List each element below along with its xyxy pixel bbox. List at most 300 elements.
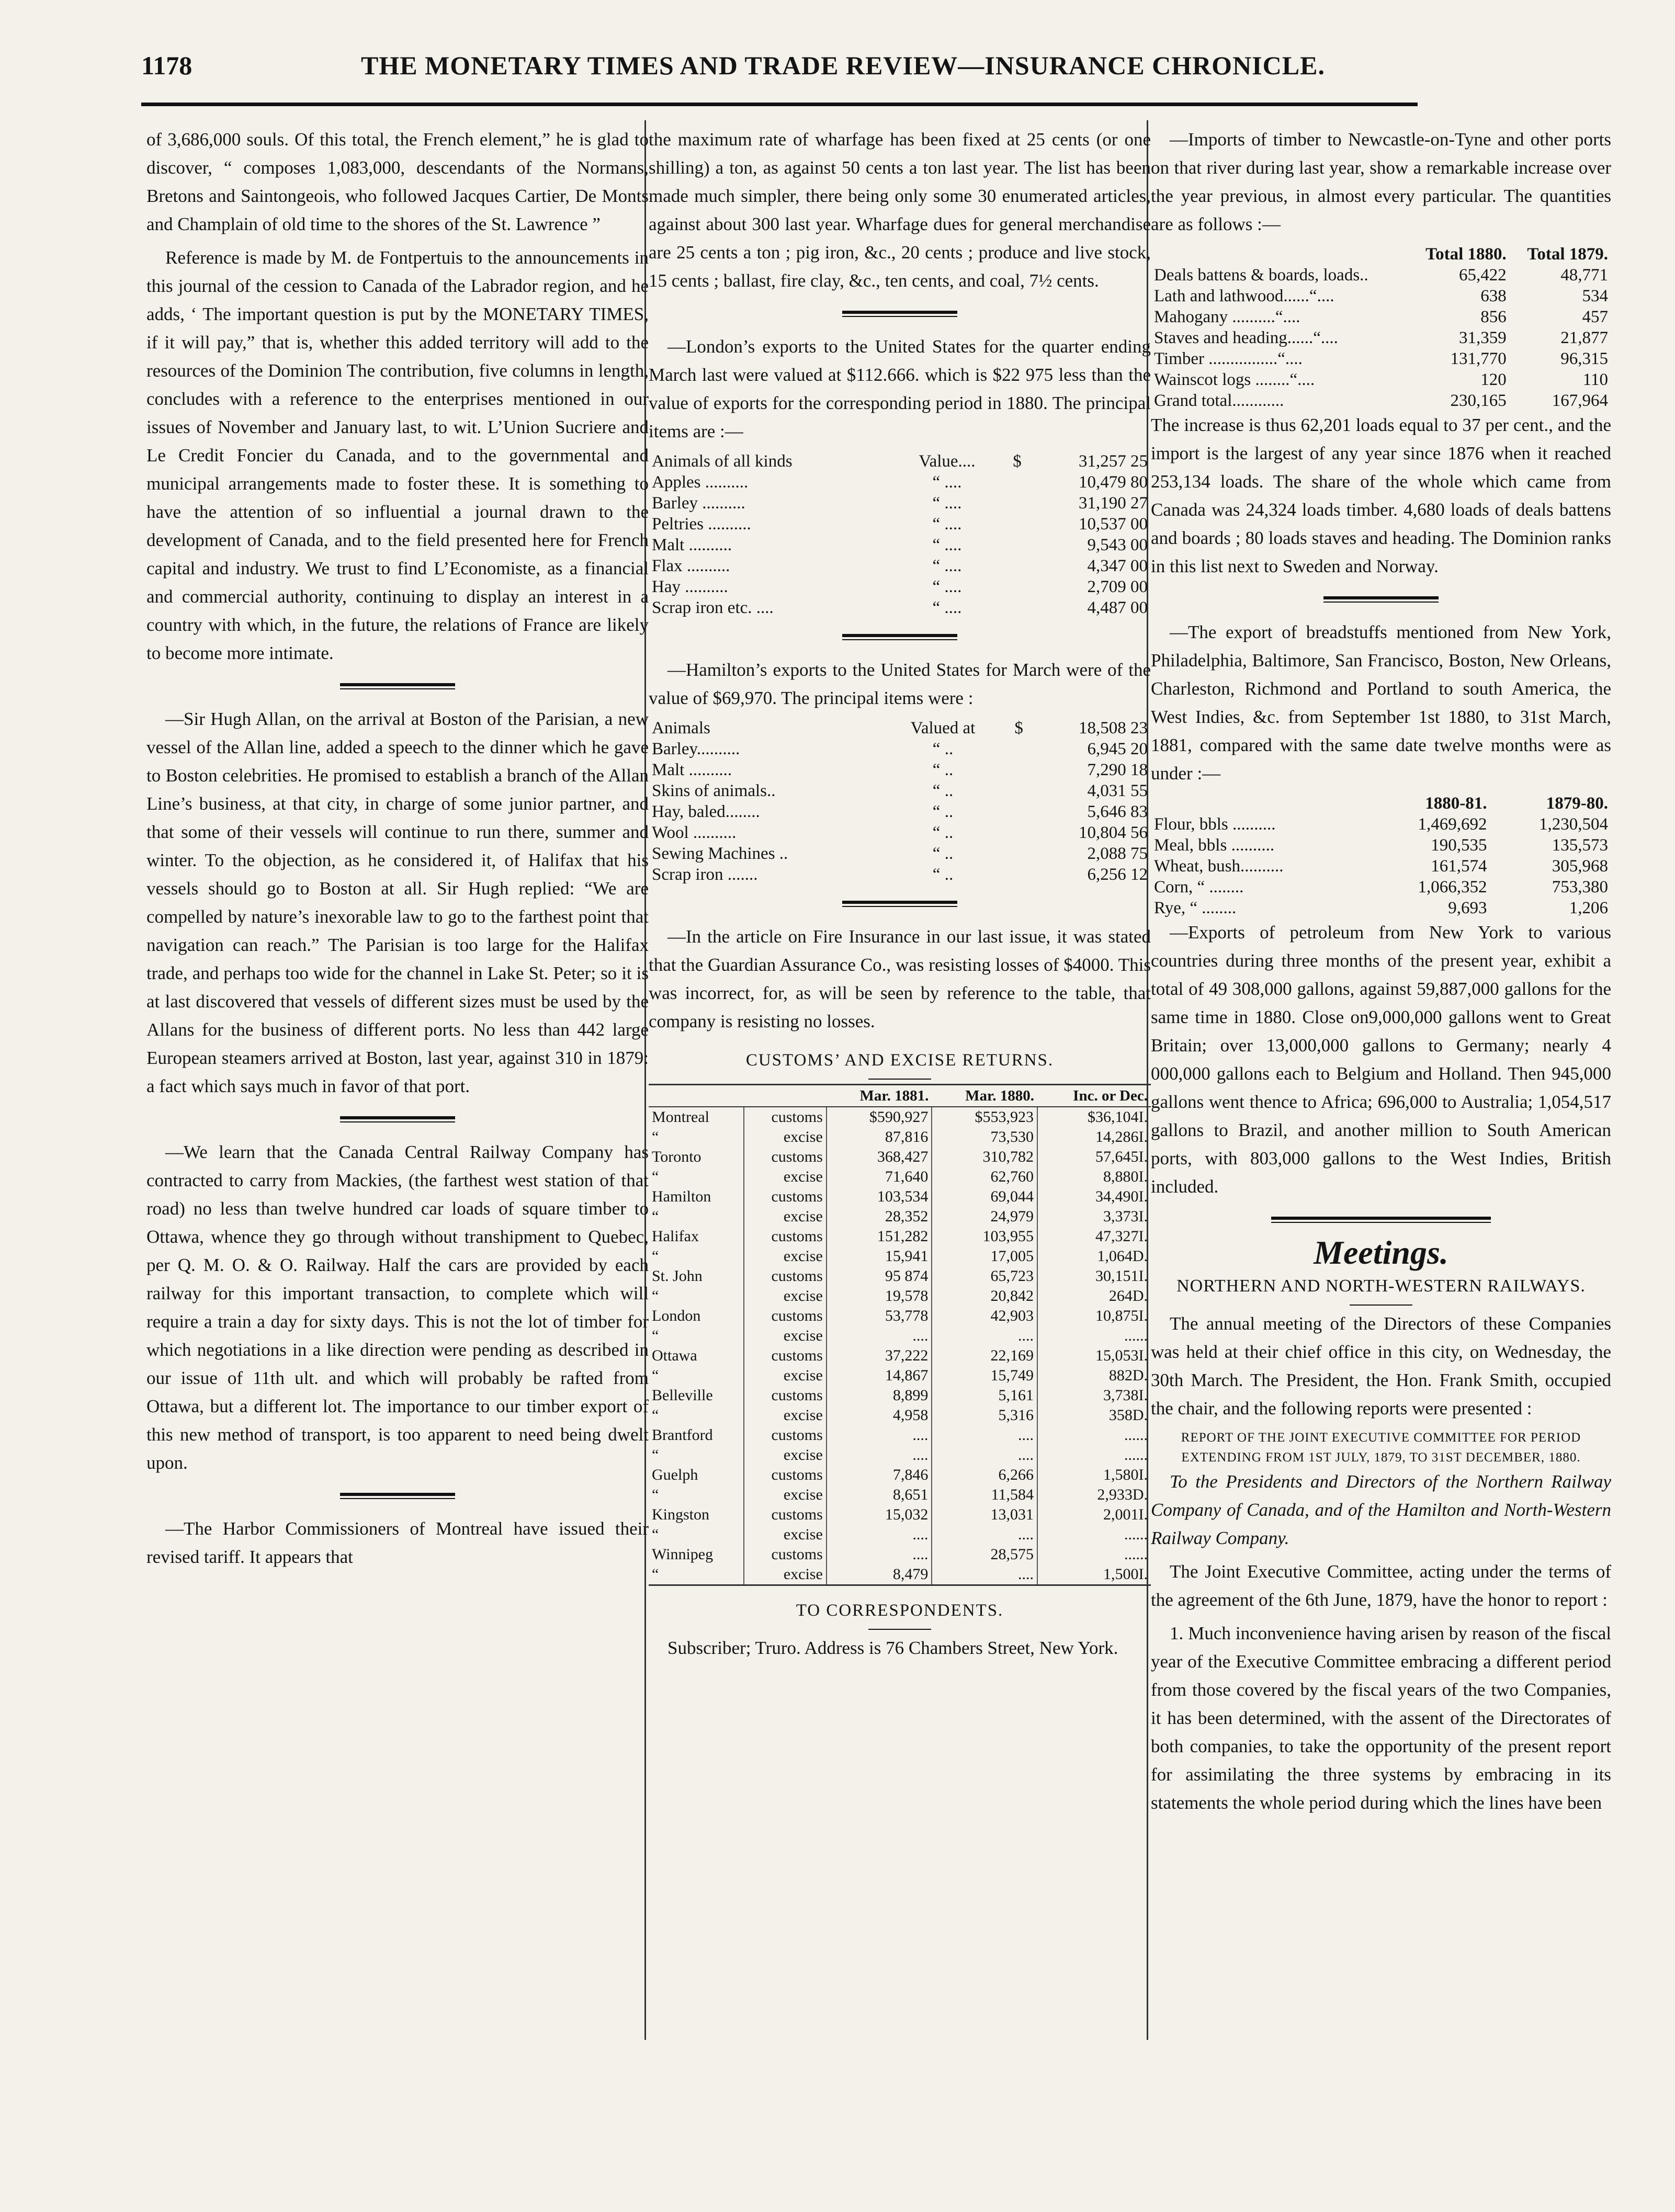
table-cell: 13,031 [932, 1505, 1037, 1525]
currency-cell: $ [1014, 719, 1023, 738]
table-cell: 1,206 [1569, 899, 1608, 917]
item-cell: Apples .......... [652, 473, 749, 492]
table-cell: “ [652, 1247, 659, 1265]
column-header: Inc. or Dec. [1037, 1085, 1151, 1107]
table-cell: 8,899 [827, 1386, 932, 1405]
value-cell: 2,088 75 [1087, 844, 1148, 863]
value-cell: 4,347 00 [1087, 557, 1148, 575]
label-cell: “ .... [932, 577, 962, 596]
section-rule [842, 901, 957, 907]
item-cell: Flax .......... [652, 557, 730, 575]
table-cell: customs [744, 1505, 826, 1525]
value-cell: 10,479 80 [1079, 473, 1148, 492]
table-cell: 10,875I. [1037, 1306, 1151, 1326]
section-rule [842, 311, 957, 317]
table-cell: St. John [652, 1267, 703, 1285]
table-cell: 24,979 [932, 1207, 1037, 1227]
table-cell: 34,490I. [1037, 1187, 1151, 1207]
table-cell: Ottawa [652, 1347, 697, 1364]
currency-cell [1000, 535, 1025, 555]
table-cell: 167,964 [1552, 391, 1608, 410]
paragraph: Reference is made by M. de Fontpertuis to the announcements in this journal of the cession to Canada of the Labrador region, and he adds, ‘ The important question is put by the MONETARY TIMES, if it will pay,” that is, whether this added territory will add to the resources of the Dominion The contribution, five columns in length, concludes with a reference to the enterprises mentioned in our issues of November and January last, to wit. L’Union Sucriere and Le Credit Foncier du Canada, and to the governmental and municipal arrangements made to foster these. It is something to have the attention of so influential a journal drawn to the development of Canada, and to the field presented here for French capital and industry. We trust to find L’Economiste, as a financial and commercial authority, continuing to display an interest in a country with which, in the future, the relations of France are likely to become more intimate. [146, 247, 649, 663]
title-rule [868, 1079, 931, 1080]
table-cell: 103,955 [932, 1227, 1037, 1246]
table-cell: 15,032 [827, 1505, 932, 1525]
title-rule [1350, 1304, 1412, 1306]
paragraph: The Joint Executive Committee, acting under the terms of the agreement of the 6th June, 1879, have the honor to report : [1151, 1561, 1611, 1610]
currency-cell [1002, 822, 1026, 843]
table-cell: .... [932, 1525, 1037, 1545]
table-cell: 305,968 [1552, 857, 1608, 876]
table-cell: customs [744, 1346, 826, 1366]
section-rule [1323, 596, 1439, 603]
table-cell: 131,770 [1450, 349, 1507, 368]
label-cell: Value.... [919, 452, 976, 471]
table-row [649, 1147, 1151, 1167]
table-cell: customs [744, 1386, 826, 1405]
table-cell: $590,927 [827, 1107, 932, 1127]
table-cell: 15,749 [932, 1366, 1037, 1386]
table-cell: .... [932, 1564, 1037, 1585]
table-cell: Montreal [652, 1108, 709, 1126]
table-cell: 120 [1480, 370, 1507, 389]
currency-cell [1002, 843, 1026, 864]
column-header: 1880-81. [1425, 794, 1487, 813]
paragraph: —Exports of petroleum from New York to various countries during three months of the present year, exhibit a total of 49 308,000 gallons, against 59,887,000 gallons for the same time in 1880. Close on9,000,000 gallons went to Great Britain; over 13,000,000 gallons to Germany; nearly 4 000,000 gallons each to Belgium and Holland. Then 945,000 gallons went thence to Africa; 696,000 to Australia; 1,054,517 gallons to Brazil, and another million to South American ports, with 803,000 gallons to the West Indies, British included. [1151, 922, 1611, 1197]
value-cell: 31,257 25 [1079, 452, 1148, 471]
table-cell: 103,534 [827, 1187, 932, 1207]
table-cell: excise [744, 1326, 826, 1346]
value-cell: 9,543 00 [1087, 536, 1148, 554]
value-cell: 5,646 83 [1087, 802, 1148, 821]
table-cell: excise [744, 1405, 826, 1425]
value-cell: 6,256 12 [1087, 865, 1148, 884]
table-cell: 2,001I. [1037, 1505, 1151, 1525]
table-row [1151, 348, 1611, 369]
table-cell: .... [827, 1326, 932, 1346]
paragraph: To the Presidents and Directors of the Northern Railway Company of Canada, and of the Hamilton and North-Western Railway Company. [1151, 1471, 1611, 1548]
table-cell: 20,842 [932, 1286, 1037, 1306]
currency-cell [1002, 759, 1026, 780]
table-cell: $36,104I. [1037, 1107, 1151, 1127]
table-row [649, 864, 1151, 885]
column-header [1151, 244, 1408, 265]
table-cell: excise [744, 1207, 826, 1227]
label-cell: “ .. [932, 844, 954, 863]
report-title: REPORT OF THE JOINT EXECUTIVE COMMITTEE FOR PERIOD EXTENDING FROM 1ST JULY, 1879, TO 31ST DECEMBER, 1880. [1181, 1431, 1581, 1465]
table-row [649, 780, 1151, 801]
label-cell: “ .. [932, 802, 954, 821]
table-cell: ...... [1037, 1425, 1151, 1445]
table-cell: Winnipeg [652, 1546, 714, 1563]
header-row [649, 1085, 1151, 1107]
value-cell: 4,487 00 [1087, 598, 1148, 617]
table-cell: 28,575 [932, 1545, 1037, 1564]
running-title: THE MONETARY TIMES AND TRADE REVIEW—INSURANCE CHRONICLE. [361, 51, 1325, 80]
table-cell: .... [827, 1545, 932, 1564]
table-cell: 190,535 [1431, 836, 1487, 855]
table-cell: customs [744, 1545, 826, 1564]
label-cell: “ .. [932, 865, 954, 884]
paragraph: The increase is thus 62,201 loads equal to 37 per cent., and the import is the largest of any year since 1876 when it reached 253,134 loads. The share of the whole which came from Canada was 24,324 loads timber. 4,680 loads of deals battens and boards ; 80 loads staves and heading. The Dominion ranks in this list next to Sweden and Norway. [1151, 415, 1611, 576]
table-cell: “ [652, 1566, 659, 1583]
table-cell: Kingston [652, 1506, 710, 1523]
column-header: 1879-80. [1546, 794, 1608, 813]
value-cell: 7,290 18 [1087, 761, 1148, 779]
value-cell: 10,804 56 [1079, 823, 1148, 842]
table-cell: Deals battens & boards, loads.. [1154, 266, 1368, 285]
table-cell: 53,778 [827, 1306, 932, 1326]
table-row [649, 472, 1151, 493]
label-cell: “ .. [932, 781, 954, 800]
table-cell: Staves and heading......“.... [1154, 328, 1338, 347]
page-header [141, 50, 1418, 106]
table-cell: Mahogany ..........“.... [1154, 308, 1300, 326]
table-cell: 1,064D. [1037, 1246, 1151, 1266]
table-cell: Hamilton [652, 1188, 711, 1205]
table-cell: customs [744, 1465, 826, 1485]
table-cell: Halifax [652, 1228, 699, 1245]
column-3 [1151, 126, 1611, 1822]
column-2 [649, 126, 1151, 1667]
table-cell: .... [827, 1425, 932, 1445]
table-row [649, 555, 1151, 576]
table-cell: 65,422 [1458, 266, 1507, 285]
table-cell: 30,151I. [1037, 1266, 1151, 1286]
breadstuffs-table [1151, 793, 1611, 918]
table-cell: 9,693 [1448, 899, 1487, 917]
table-cell: London [652, 1307, 701, 1324]
hamilton-exports-table [649, 718, 1151, 885]
table-row [649, 514, 1151, 535]
column-header [649, 1085, 744, 1107]
table-cell: Guelph [652, 1466, 698, 1483]
table-cell: .... [827, 1445, 932, 1465]
table-cell: 638 [1480, 287, 1507, 305]
label-cell: “ .... [932, 536, 962, 554]
table-row [649, 1207, 1151, 1227]
table-cell: “ [652, 1406, 659, 1424]
table-cell: Wainscot logs ........“.... [1154, 370, 1315, 389]
table-cell: customs [744, 1306, 826, 1326]
table-cell: excise [744, 1366, 826, 1386]
table-row [649, 1266, 1151, 1286]
label-cell: “ .... [932, 557, 962, 575]
table-row [649, 843, 1151, 864]
paragraph: of 3,686,000 souls. Of this total, the French element,” he is glad to discover, “ composes 1,083,000, descendants of the Normans, Bretons and Saintongeois, who followed Jacques Cartier, De Monts and Champlain of old time to the shores of the St. Lawrence ” [146, 129, 649, 234]
item-cell: Scrap iron etc. .... [652, 598, 774, 617]
table-row [649, 1127, 1151, 1147]
table-cell: 110 [1582, 370, 1608, 389]
table-cell: 8,880I. [1037, 1167, 1151, 1187]
section-rule [1271, 1217, 1491, 1223]
table-cell: 19,578 [827, 1286, 932, 1306]
table-row [649, 1505, 1151, 1525]
currency-cell [1002, 801, 1026, 822]
title-rule [868, 1629, 931, 1630]
currency-cell [1000, 555, 1025, 576]
column-header: Total 1880. [1425, 245, 1507, 264]
table-cell: 264D. [1037, 1286, 1151, 1306]
table-cell: 3,738I. [1037, 1386, 1151, 1405]
table-row [1151, 307, 1611, 327]
table-cell: 310,782 [932, 1147, 1037, 1167]
table-cell: 71,640 [827, 1167, 932, 1187]
table-row [649, 1366, 1151, 1386]
table-cell: 358D. [1037, 1405, 1151, 1425]
table-cell: 135,573 [1552, 836, 1608, 855]
section-rule [340, 1116, 455, 1122]
table-cell: 1,469,692 [1418, 815, 1487, 834]
label-cell: “ .. [932, 740, 954, 758]
table-row [649, 718, 1151, 739]
table-cell: “ [652, 1446, 659, 1464]
customs-excise-table [649, 1084, 1151, 1586]
table-cell: 69,044 [932, 1187, 1037, 1207]
table-cell: 22,169 [932, 1346, 1037, 1366]
item-cell: Skins of animals.. [652, 781, 776, 800]
currency-cell [1002, 780, 1026, 801]
table-cell: “ [652, 1287, 659, 1304]
table-cell: ...... [1037, 1445, 1151, 1465]
table-cell: 3,373I. [1037, 1207, 1151, 1227]
table-cell: 368,427 [827, 1147, 932, 1167]
table-cell: “ [652, 1168, 659, 1185]
table-row [1151, 898, 1611, 918]
table-row [649, 1107, 1151, 1127]
table-row [649, 1246, 1151, 1266]
table-cell: 4,958 [827, 1405, 932, 1425]
paragraph: —We learn that the Canada Central Railway Company has contracted to carry from Mackies, (the farthest west station of that road) no less than twelve hundred car loads of square timber to Ottawa, whence they go through without transhipment to Quebec, per Q. M. O. & O. Railway. Half the cars are provided by each railway for this important transaction, to complete which will require a train a day for sixty days. This is not the lot of timber for which negotiations in a like direction were pending as described in our issue of 11th ult. and which will probably be rafted from Ottawa, but a different lot. The importance to our timber export of this new method of transport, is too apparent to need being dwelt upon. [146, 1142, 649, 1473]
table-cell: excise [744, 1485, 826, 1505]
table-cell: Rye, “ ........ [1154, 899, 1237, 917]
table-cell: Corn, “ ........ [1154, 878, 1244, 897]
column-header: Total 1879. [1527, 245, 1608, 264]
item-cell: Sewing Machines .. [652, 844, 788, 863]
table-cell: 47,327I. [1037, 1227, 1151, 1246]
table-cell: 11,584 [932, 1485, 1037, 1505]
table-cell: 42,903 [932, 1306, 1037, 1326]
table-cell: excise [744, 1564, 826, 1585]
table-row [649, 535, 1151, 555]
value-cell: 18,508 23 [1079, 719, 1148, 738]
table-cell: 7,846 [827, 1465, 932, 1485]
table-cell: customs [744, 1187, 826, 1207]
table-row [649, 1326, 1151, 1346]
header-row [1151, 244, 1611, 265]
table-cell: 230,165 [1450, 391, 1507, 410]
table-row [649, 451, 1151, 472]
value-cell: 31,190 27 [1079, 494, 1148, 513]
table-cell: “ [652, 1208, 659, 1225]
label-cell: Valued at [910, 719, 976, 738]
paragraph: —Imports of timber to Newcastle-on-Tyne and other ports on that river during last year, show a remarkable increase over the year previous, in almost every particular. The quantities are as follows :— [1151, 129, 1611, 234]
table-cell: 57,645I. [1037, 1147, 1151, 1167]
column-header [744, 1085, 826, 1107]
item-cell: Hay, baled........ [652, 802, 760, 821]
value-cell: 4,031 55 [1087, 781, 1148, 800]
currency-cell [1000, 576, 1025, 597]
table-cell: ...... [1037, 1525, 1151, 1545]
currency-cell [1002, 864, 1026, 885]
section-rule [340, 1493, 455, 1499]
table-row [1151, 835, 1611, 856]
table-cell: 95 874 [827, 1266, 932, 1286]
table-cell: excise [744, 1246, 826, 1266]
table-cell: excise [744, 1445, 826, 1465]
item-cell: Barley.......... [652, 740, 740, 758]
table-cell: 161,574 [1431, 857, 1487, 876]
table-row [649, 1167, 1151, 1187]
table-cell: “ [652, 1327, 659, 1344]
table-cell: 5,316 [932, 1405, 1037, 1425]
table-row [649, 1286, 1151, 1306]
paragraph: —The export of breadstuffs mentioned from New York, Philadelphia, Baltimore, San Francisco, Boston, New Orleans, Charleston, Richmond and Portland to south America, the West Indies, &c. from September 1st 1880, to 31st March, 1881, compared with the same date twelve months were as under :— [1151, 622, 1611, 784]
table-row [649, 597, 1151, 618]
london-exports-table [649, 451, 1151, 618]
table-cell: 1,500I. [1037, 1564, 1151, 1585]
table-cell: customs [744, 1425, 826, 1445]
table-cell: “ [652, 1526, 659, 1543]
table-cell: customs [744, 1227, 826, 1246]
page-number: 1178 [141, 51, 193, 80]
table-cell: excise [744, 1525, 826, 1545]
section-rule [842, 634, 957, 640]
table-cell: 62,760 [932, 1167, 1037, 1187]
customs-title: CUSTOMS’ AND EXCISE RETURNS. [745, 1051, 1054, 1070]
table-cell: 14,867 [827, 1366, 932, 1386]
table-row [1151, 856, 1611, 877]
table-cell: 2,933D. [1037, 1485, 1151, 1505]
currency-cell: $ [1013, 452, 1022, 471]
label-cell: “ .... [932, 515, 962, 534]
table-row [1151, 265, 1611, 286]
table-cell: 753,380 [1552, 878, 1608, 897]
table-cell: 457 [1582, 308, 1608, 326]
paragraph: 1. Much inconvenience having arisen by reason of the fiscal year of the Executive Committee embracing a different period from those covered by the fiscal years of the two Companies, it has been determined, with the assent of the Directorates of both companies, to take the opportunity of the present report for assimilating the three systems by embracing in its statements the whole period during which the lines have been [1151, 1623, 1611, 1813]
table-cell: 48,771 [1560, 266, 1608, 285]
table-row [1151, 390, 1611, 411]
column-header [1151, 793, 1369, 814]
table-row [649, 1187, 1151, 1207]
item-cell: Barley .......... [652, 494, 745, 513]
table-cell: excise [744, 1127, 826, 1147]
column-header: Mar. 1880. [932, 1085, 1037, 1107]
timber-imports-table [1151, 244, 1611, 411]
table-row [649, 1525, 1151, 1545]
label-cell: “ .. [932, 761, 954, 779]
table-cell: 73,530 [932, 1127, 1037, 1147]
table-cell: 96,315 [1560, 349, 1608, 368]
table-cell: Meal, bbls .......... [1154, 836, 1275, 855]
item-cell: Animals [652, 719, 710, 738]
table-row [649, 1445, 1151, 1465]
value-cell: 10,537 00 [1079, 515, 1148, 534]
table-cell: customs [744, 1266, 826, 1286]
table-cell: 882D. [1037, 1366, 1151, 1386]
table-cell: Timber ................“.... [1154, 349, 1303, 368]
table-cell: 1,066,352 [1418, 878, 1487, 897]
table-cell: Belleville [652, 1387, 713, 1404]
paragraph: The annual meeting of the Directors of these Companies was held at their chief office in this city, on Wednesday, the 30th March. The President, the Hon. Frank Smith, occupied the chair, and the following reports were presented : [1151, 1313, 1611, 1419]
paragraph: Subscriber; Truro. Address is 76 Chambers Street, New York. [667, 1638, 1118, 1658]
table-row [649, 1485, 1151, 1505]
table-cell: Brantford [652, 1426, 713, 1444]
table-row [649, 1386, 1151, 1405]
table-cell: 65,723 [932, 1266, 1037, 1286]
item-cell: Scrap iron ....... [652, 865, 758, 884]
table-cell: Grand total............ [1154, 391, 1284, 410]
item-cell: Hay .......... [652, 577, 728, 596]
item-cell: Malt .......... [652, 761, 732, 779]
table-row [649, 1465, 1151, 1485]
item-cell: Peltries .......... [652, 515, 751, 534]
table-cell: 5,161 [932, 1386, 1037, 1405]
paragraph: —Sir Hugh Allan, on the arrival at Boston of the Parisian, a new vessel of the Allan line, added a speech to the dinner which he gave to Boston celebrities. He promised to establish a branch of the Allan Line’s business, at that city, in charge of some junior partner, and that some of their vessels will continue to run there, summer and winter. To the objection, as he considered it, of Halifax that his vessels should go to Boston at all. Sir Hugh replied: “We are compelled by nature’s inexorable law to go to the farthest point that navigation can reach.” The Parisian is too large for the Halifax trade, and perhaps too wide for the channel in Lake St. Peter; so it is at last discovered that vessels of different sizes must be used by the Allans for the business of different ports. No less than 442 large European steamers arrived at Boston, last year, against 310 in 1879: a fact which says much in favor of that port. [146, 709, 649, 1096]
paragraph: the maximum rate of wharfage has been fixed at 25 cents (or one shilling) a ton, as against 50 cents a ton last year. The list has been made much simpler, there being only some 30 enumerated articles, against about 300 last year. Wharfage dues for general merchandise are 25 cents a ton ; pig iron, &c., 20 cents ; produce and live stock, 15 cents ; ballast, fire clay, &c., ten cents, and coal, 7½ cents. [649, 129, 1151, 291]
table-cell: Flour, bbls .......... [1154, 815, 1276, 834]
correspondents-title: TO CORRESPONDENTS. [796, 1601, 1004, 1620]
table-cell: customs [744, 1107, 826, 1127]
section-rule [340, 683, 455, 689]
table-cell: ...... [1037, 1545, 1151, 1564]
table-cell: .... [932, 1445, 1037, 1465]
railway-title: NORTHERN AND NORTH-WESTERN RAILWAYS. [1176, 1276, 1586, 1296]
table-cell: Lath and lathwood......“.... [1154, 287, 1334, 305]
table-row [1151, 286, 1611, 307]
item-cell: Wool .......... [652, 823, 737, 842]
table-cell: 15,053I. [1037, 1346, 1151, 1366]
label-cell: “ .... [932, 494, 962, 513]
table-cell: customs [744, 1147, 826, 1167]
table-row [649, 576, 1151, 597]
table-row [1151, 814, 1611, 835]
column-header: Mar. 1881. [827, 1085, 932, 1107]
table-cell: “ [652, 1486, 659, 1503]
meetings-heading: Meetings. [1314, 1234, 1448, 1271]
table-cell: “ [652, 1128, 659, 1145]
table-cell: 15,941 [827, 1246, 932, 1266]
table-row [649, 1306, 1151, 1326]
table-cell: excise [744, 1286, 826, 1306]
table-cell: .... [932, 1425, 1037, 1445]
table-cell: 8,651 [827, 1485, 932, 1505]
item-cell: Malt .......... [652, 536, 732, 554]
currency-cell [1002, 739, 1026, 759]
table-cell: 28,352 [827, 1207, 932, 1227]
table-row [649, 1346, 1151, 1366]
table-cell: 87,816 [827, 1127, 932, 1147]
value-cell: 6,945 20 [1087, 740, 1148, 758]
paragraph: —Hamilton’s exports to the United States for March were of the value of $69,970. The principal items were : [649, 660, 1151, 708]
table-row [649, 1425, 1151, 1445]
table-cell: 8,479 [827, 1564, 932, 1585]
table-cell: ...... [1037, 1326, 1151, 1346]
table-cell: .... [827, 1525, 932, 1545]
table-row [649, 1227, 1151, 1246]
table-cell: .... [932, 1326, 1037, 1346]
currency-cell [1000, 493, 1025, 514]
currency-cell [1000, 597, 1025, 618]
table-cell: 21,877 [1560, 328, 1608, 347]
table-cell: $553,923 [932, 1107, 1037, 1127]
currency-cell [1000, 472, 1025, 493]
table-cell: 31,359 [1458, 328, 1507, 347]
table-cell: “ [652, 1367, 659, 1384]
paragraph: —In the article on Fire Insurance in our last issue, it was stated that the Guardian Assurance Co., was resisting losses of $4000. This was incorrect, for, as will be seen by reference to the table, that company is resisting no losses. [649, 926, 1151, 1031]
label-cell: “ .... [932, 473, 962, 492]
table-cell: 17,005 [932, 1246, 1037, 1266]
